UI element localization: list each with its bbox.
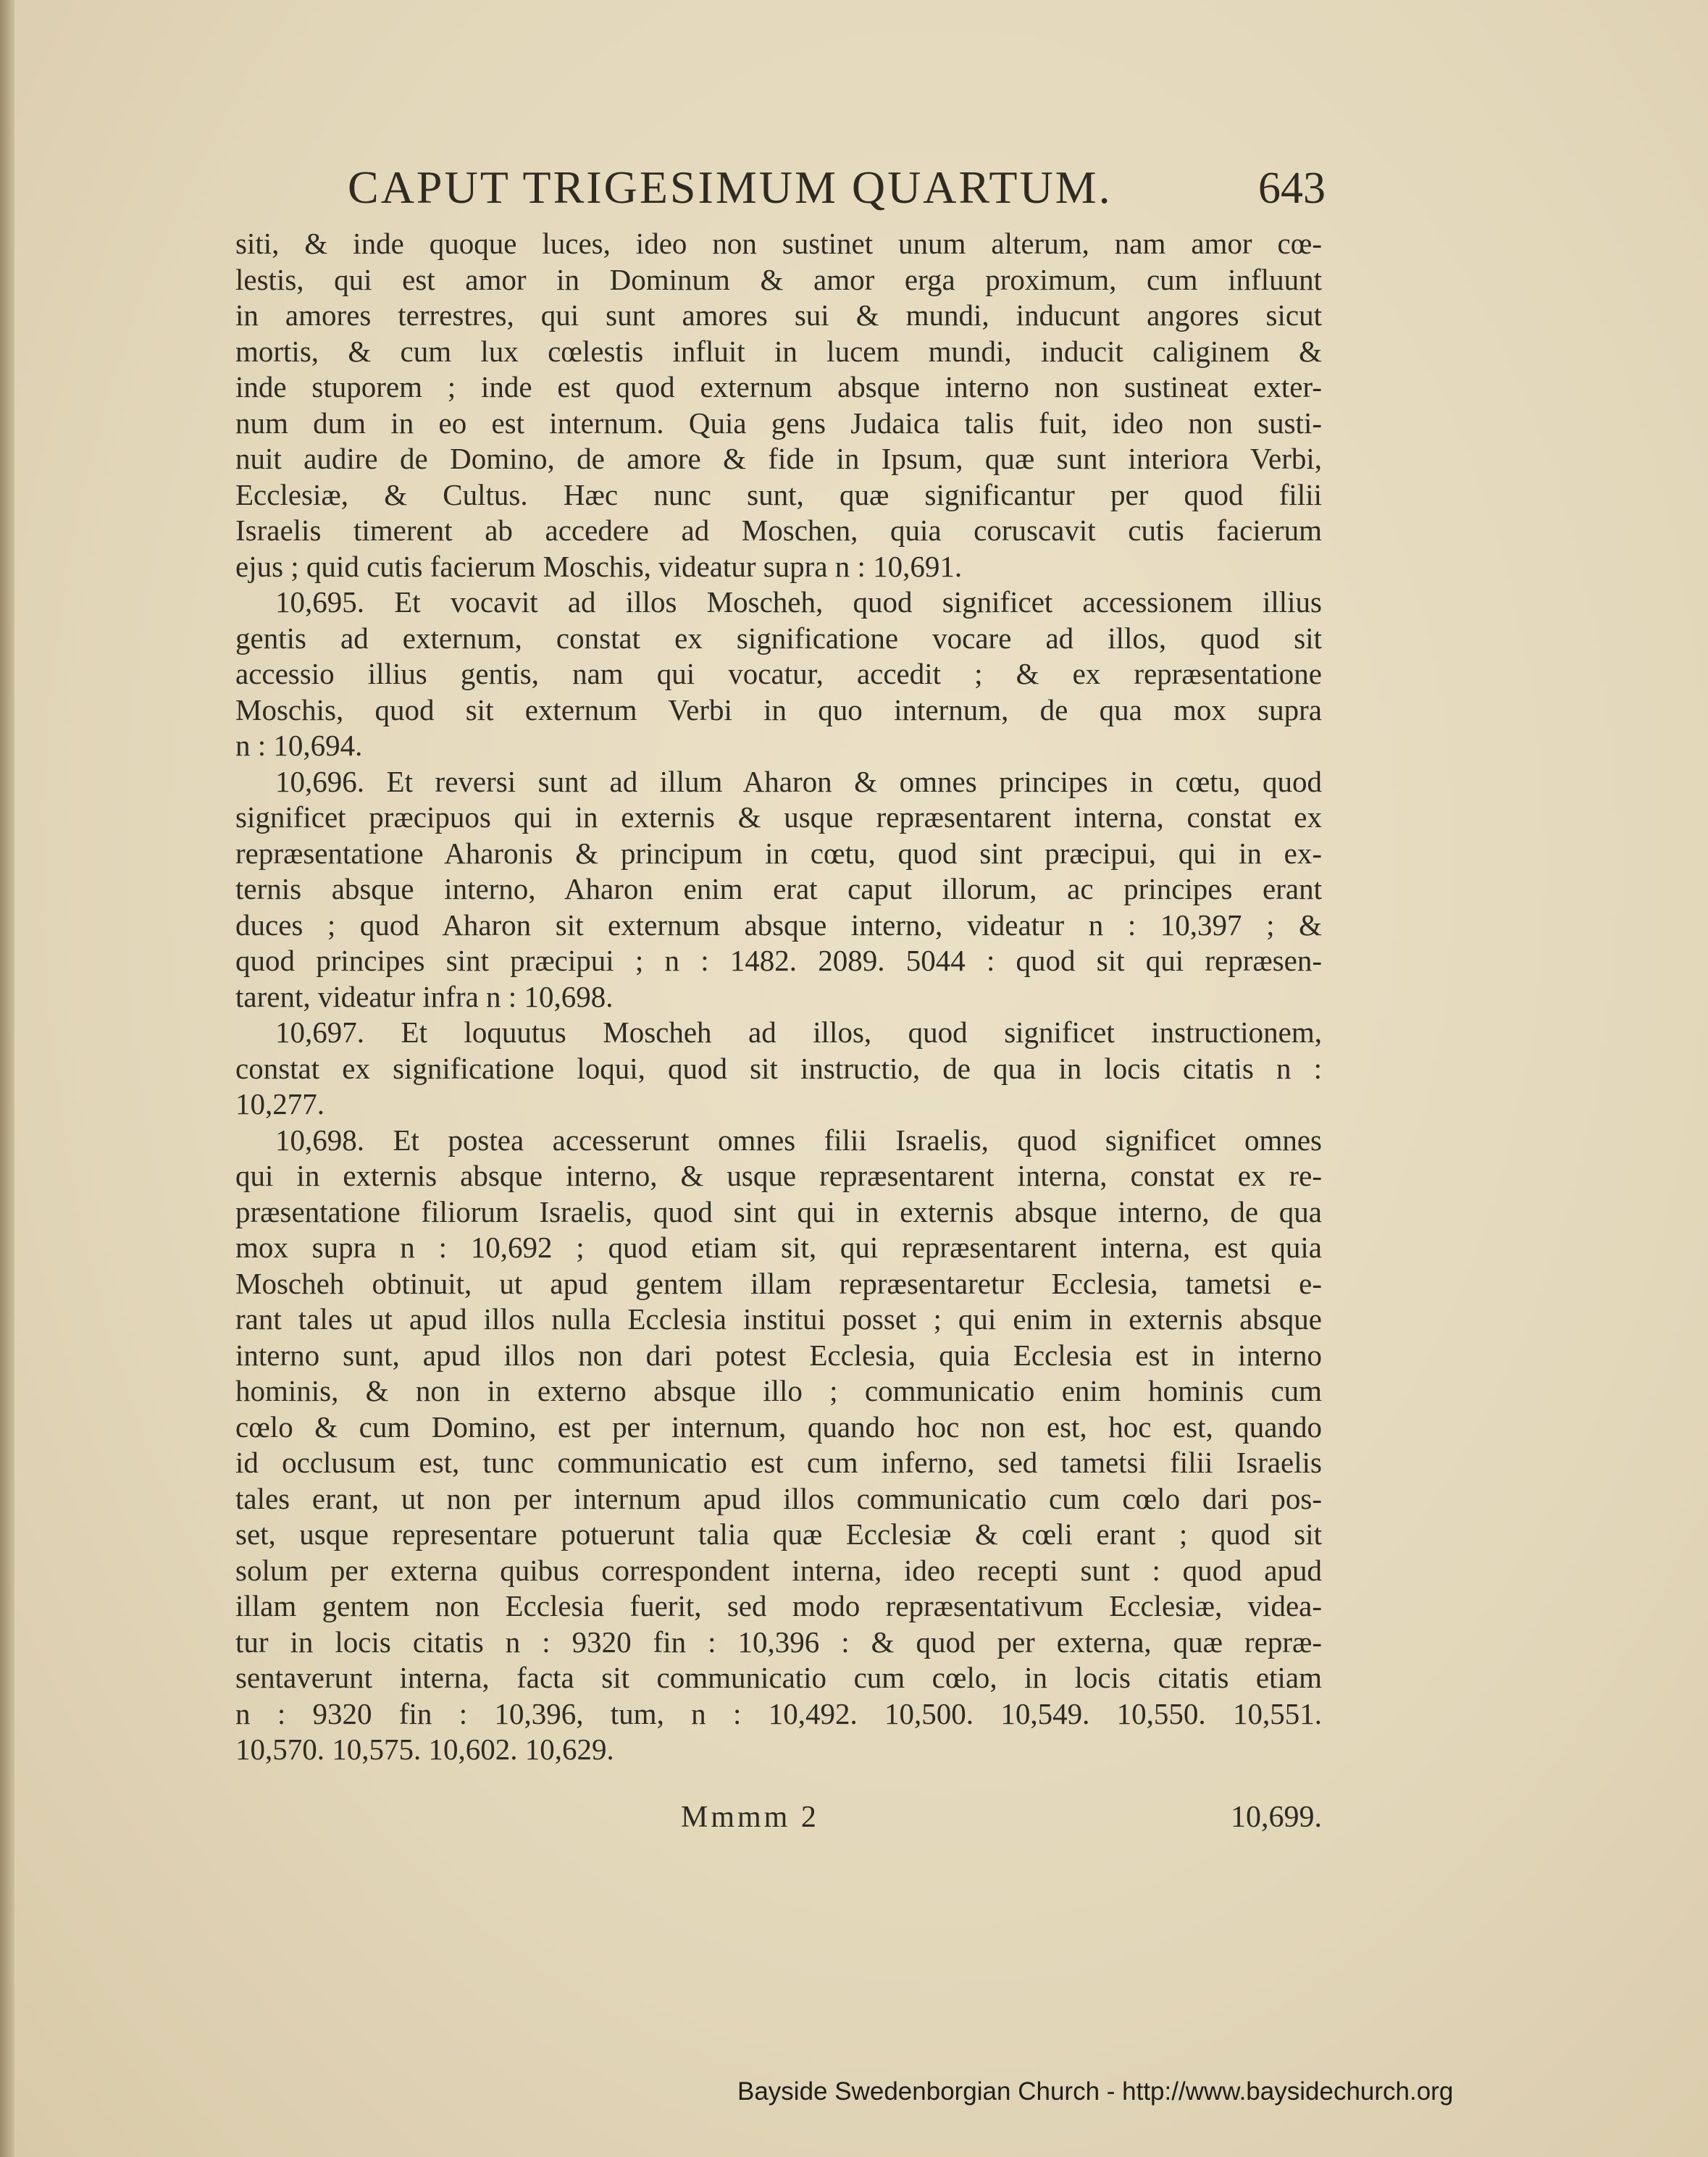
text-line: 10,696. Et reversi sunt ad illum Aharon & omnes principes in cœtu, quod [275, 764, 1322, 798]
text-line: mox supra n : 10,692 ; quod etiam sit, qui repræsentarent interna, est quia [235, 1231, 1322, 1264]
running-head: CAPUT TRIGESIMUM QUARTUM. [348, 162, 1113, 213]
text-line: constat ex significatione loqui, quod sit instructio, de qua in locis citatis n : [235, 1051, 1322, 1085]
text-line: inde stuporem ; inde est quod externum absque interno non sustineat exter- [235, 370, 1322, 403]
text-line: sentaverunt interna, facta sit communicatio cum cœlo, in locis citatis etiam [235, 1661, 1322, 1694]
text-line: significet præcipuos qui in externis & usque repræsentarent interna, constat ex [235, 800, 1322, 834]
text-line: mortis, & cum lux cœlestis influit in lucem mundi, inducit caliginem & [235, 334, 1322, 368]
text-line: ternis absque interno, Aharon enim erat caput illorum, ac principes erant [235, 872, 1322, 905]
text-line: gentis ad externum, constat ex significatione vocare ad illos, quod sit [235, 621, 1322, 655]
text-line: cœlo & cum Domino, est per internum, quando hoc non est, hoc est, quando [235, 1410, 1322, 1444]
text-line: in amores terrestres, qui sunt amores sui & mundi, inducunt angores sicut [235, 298, 1322, 332]
text-line: Moscheh obtinuit, ut apud gentem illam repræsentaretur Ecclesia, tametsi e- [235, 1266, 1322, 1300]
text-line: set, usque representare potuerunt talia quæ Ecclesiæ & cœli erant ; quod sit [235, 1517, 1322, 1551]
page-number: 643 [1258, 164, 1326, 213]
text-line: illam gentem non Ecclesia fuerit, sed modo repræsentativum Ecclesiæ, videa- [235, 1589, 1322, 1622]
text-line: rant tales ut apud illos nulla Ecclesia institui posset ; qui enim in externis absque [235, 1302, 1322, 1336]
signature-mark: Mmmm 2 [681, 1801, 819, 1834]
text-line: Israelis timerent ab accedere ad Moschen, quia coruscavit cutis facierum [235, 514, 1322, 547]
text-line: num dum in eo est internum. Quia gens Judaica talis fuit, ideo non susti- [235, 406, 1322, 440]
text-line: Moschis, quod sit externum Verbi in quo internum, de qua mox supra [235, 692, 1322, 726]
page-footer [235, 1800, 1322, 1835]
text-line: 10,698. Et postea accesserunt omnes filii Israelis, quod significet omnes [275, 1123, 1322, 1157]
text-line: duces ; quod Aharon sit externum absque interno, videatur n : 10,397 ; & [235, 908, 1322, 942]
page-header [348, 161, 1326, 214]
text-line: nuit audire de Domino, de amore & fide in Ipsum, quæ sunt interiora Verbi, [235, 442, 1322, 475]
catchword: 10,699. [1231, 1801, 1322, 1834]
text-line: 10,695. Et vocavit ad illos Moscheh, quod significet accessionem illius [275, 585, 1322, 619]
text-line: ejus ; quid cutis facierum Moschis, videatur supra n : 10,691. [235, 549, 963, 583]
text-line: hominis, & non in externo absque illo ; communicatio enim hominis cum [235, 1374, 1322, 1407]
text-line: 10,570. 10,575. 10,602. 10,629. [235, 1733, 614, 1766]
text-line: qui in externis absque interno, & usque repræsentarent interna, constat ex re- [235, 1159, 1322, 1192]
text-line: repræsentatione Aharonis & principum in cœtu, quod sint præcipui, qui in ex- [235, 836, 1322, 870]
text-line: solum per externa quibus correspondent interna, ideo recepti sunt : quod apud [235, 1553, 1322, 1587]
text-line: id occlusum est, tunc communicatio est cum inferno, sed tametsi filii Israelis [235, 1446, 1322, 1479]
text-line: 10,697. Et loquutus Moscheh ad illos, quod significet instructionem, [275, 1015, 1322, 1049]
body-text [235, 226, 1322, 1768]
text-line: præsentatione filiorum Israelis, quod sint qui in externis absque interno, de qua [235, 1194, 1322, 1228]
text-line: tur in locis citatis n : 9320 fin : 10,396 : & quod per externa, quæ repræ- [235, 1625, 1322, 1659]
text-line: tales erant, ut non per internum apud illos communicatio cum cœlo dari pos- [235, 1481, 1322, 1515]
text-line: n : 9320 fin : 10,396, tum, n : 10,492. 10,500. 10,549. 10,550. 10,551. [235, 1696, 1322, 1730]
watermark-text: Bayside Swedenborgian Church - http://www.baysidechurch.org [737, 2077, 1454, 2106]
text-line: lestis, qui est amor in Dominum & amor erga proximum, cum influunt [235, 262, 1322, 296]
text-line: siti, & inde quoque luces, ideo non sustinet unum alterum, nam amor cœ- [235, 227, 1322, 260]
page-gutter [0, 0, 14, 2157]
text-line: 10,277. [235, 1087, 325, 1121]
text-line: tarent, videatur infra n : 10,698. [235, 979, 614, 1013]
text-line: accessio illius gentis, nam qui vocatur, accedit ; & ex repræsentatione [235, 657, 1322, 690]
text-line: quod principes sint præcipui ; n : 1482. 2089. 5044 : quod sit qui repræsen- [235, 944, 1322, 977]
text-line: interno sunt, apud illos non dari potest Ecclesia, quia Ecclesia est in interno [235, 1338, 1322, 1372]
text-line: Ecclesiæ, & Cultus. Hæc nunc sunt, quæ significantur per quod filii [235, 477, 1322, 511]
text-line: n : 10,694. [235, 729, 363, 762]
